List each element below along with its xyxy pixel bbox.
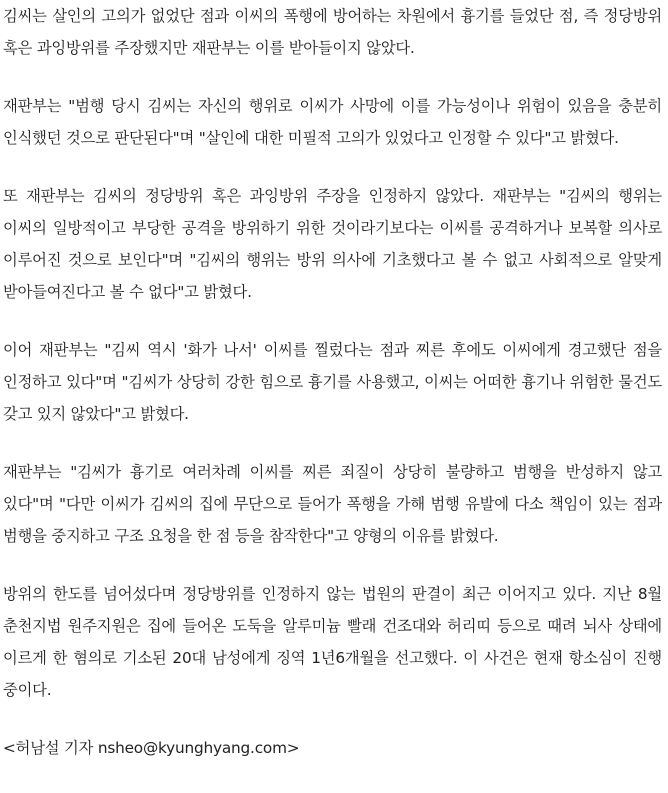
byline: <허남설 기자 nsheo@kyunghyang.com>: [3, 739, 300, 757]
article-paragraph-3: 또 재판부는 김씨의 정당방위 혹은 과잉방위 주장을 인정하지 않았다. 재판부는 "김씨의 행위는 이씨의 일방적이고 부당한 공격을 방위하기 위한 것이라기보다는 이씨를 공격하거나 보복할 의사로 이루어진 것으로 보인다"며 "김씨의 행위는 방위 의사에 기초했다고 볼 수 없고 사회적으로 알맞게 받아들여진다고 볼 수 없다"고 밝혔다.: [3, 187, 662, 301]
article-paragraph-2: 재판부는 "범행 당시 김씨는 자신의 행위로 이씨가 사망에 이를 가능성이나 위험이 있음을 충분히 인식했던 것으로 판단된다"며 "살인에 대한 미필적 고의가 있었다고 인정할 수 있다"고 밝혔다.: [3, 97, 662, 147]
article-paragraph-4: 이어 재판부는 "김씨 역시 '화가 나서' 이씨를 찔렀다는 점과 찌른 후에도 이씨에게 경고했단 점을 인정하고 있다"며 "김씨가 상당히 강한 힘으로 흉기를 사용했고, 이씨는 어떠한 흉기나 위험한 물건도 갖고 있지 않았다"고 밝혔다.: [3, 341, 662, 423]
article-paragraph-6: 방위의 한도를 넘어섰다며 정당방위를 인정하지 않는 법원의 판결이 최근 이어지고 있다. 지난 8월 춘천지법 원주지원은 집에 들어온 도둑을 알루미늄 빨래 건조대와 허리띠 등으로 때려 뇌사 상태에 이르게 한 혐의로 기소된 20대 남성에게 징역 1년6개월을 선고했다. 이 사건은 현재 항소심이 진행 중이다.: [3, 585, 662, 699]
article-paragraph-1: 김씨는 살인의 고의가 없었단 점과 이씨의 폭행에 방어하는 차원에서 흉기를 들었단 점, 즉 정당방위 혹은 과잉방위를 주장했지만 재판부는 이를 받아들이지 않았다.: [3, 7, 662, 57]
article-paragraph-5: 재판부는 "김씨가 흉기로 여러차례 이씨를 찌른 죄질이 상당히 불량하고 범행을 반성하지 않고 있다"며 "다만 이씨가 김씨의 집에 무단으로 들어가 폭행을 가해 범행 유발에 다소 책임이 있는 점과 범행을 중지하고 구조 요청을 한 점 등을 참작한다"고 양형의 이유를 밝혔다.: [3, 463, 662, 545]
